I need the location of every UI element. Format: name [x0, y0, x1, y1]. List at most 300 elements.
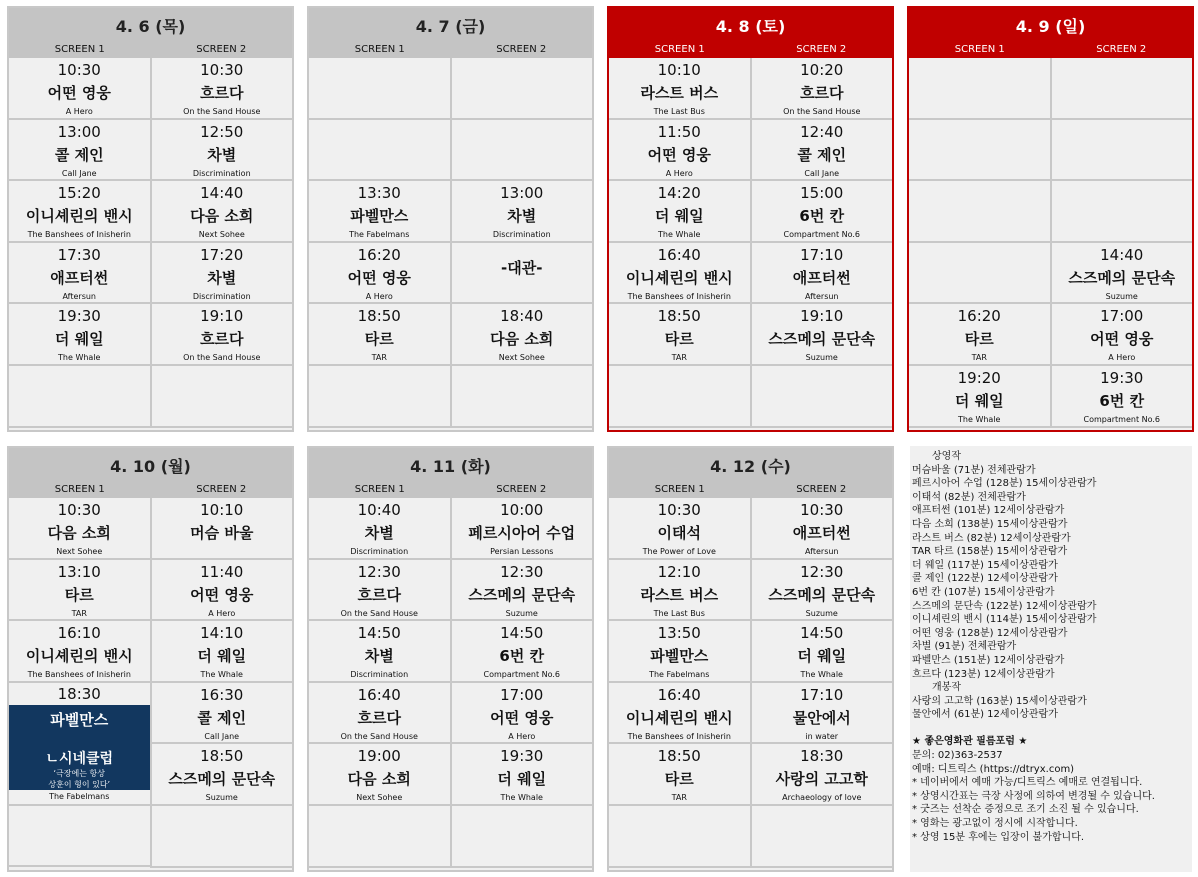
- showtime: 18:50: [657, 307, 701, 326]
- note-line: 문의: 02)363-2537: [912, 750, 1003, 762]
- showtime-cell: [752, 560, 893, 622]
- screen-headers: [9, 482, 292, 498]
- movie-title: 애프터썬: [792, 524, 851, 542]
- screen-label: SCREEN 2: [496, 44, 547, 55]
- screen-label: SCREEN 2: [796, 484, 847, 495]
- movie-title-en: The Fabelmans: [349, 230, 410, 240]
- movie-title: 스즈메의 문단속: [768, 330, 876, 349]
- showtime-cell: [152, 806, 293, 868]
- note-line: * 상영 15분 후에는 입장이 불가합니다.: [912, 831, 1085, 843]
- movie-title: 더 웨일: [54, 330, 104, 349]
- showtime: 17:20: [200, 245, 244, 264]
- showtime: 17:10: [800, 685, 844, 704]
- showtime-cell: [309, 304, 450, 366]
- movie-title-en: A Hero: [1108, 353, 1136, 363]
- showtime-cell: [152, 560, 293, 622]
- movie-title: 6번 칸: [499, 647, 545, 666]
- movie-title: 파벨만스: [50, 710, 109, 729]
- showtime-grid: [609, 58, 892, 428]
- showtime: 10:30: [57, 61, 101, 79]
- movie-title: 6번 칸: [799, 207, 845, 226]
- note-line: 어떤 영웅 (128분) 12세이상관람가: [912, 627, 1068, 639]
- screen-column: [309, 58, 450, 428]
- note-line: 페르시아어 수업 (128분) 15세이상관람가: [912, 478, 1097, 490]
- day-panel: [7, 446, 294, 872]
- screen-label: SCREEN 1: [954, 44, 1005, 55]
- screen-label: SCREEN 1: [54, 44, 105, 55]
- showtime: 12:30: [800, 562, 844, 581]
- showtime-cell: [609, 58, 750, 120]
- showtime: 12:50: [200, 122, 244, 141]
- movie-title: 어떤 영웅: [647, 145, 711, 164]
- showtime-cell: [752, 120, 893, 182]
- showtime-cell: [452, 366, 593, 428]
- screen-label: SCREEN 1: [54, 484, 105, 495]
- movie-title-en: Discrimination: [350, 547, 409, 556]
- movie-title: 흐르다: [357, 708, 401, 727]
- movie-title-en: A Hero: [65, 107, 93, 116]
- showtime: 10:10: [200, 501, 244, 519]
- movie-title-en: Aftersun: [804, 291, 839, 301]
- note-line: 예매: 디트릭스 (https://dtryx.com): [912, 763, 1075, 775]
- movie-title-en: The Last Bus: [653, 107, 705, 116]
- note-line: 이니셰린의 밴시 (114분) 15세이상관람가: [912, 614, 1097, 626]
- day-panel: [907, 6, 1194, 432]
- showtime-cell: [152, 120, 293, 182]
- showtime-cell: [909, 304, 1050, 366]
- movie-title: 다음 소희: [490, 330, 554, 349]
- showtime-cell: [1052, 366, 1193, 428]
- showtime-cell: [452, 806, 593, 868]
- movie-title: 다음 소희: [190, 207, 254, 226]
- showtime-cell: [9, 304, 150, 366]
- movie-title-en: On the Sand House: [340, 731, 418, 741]
- showtime-cell: [9, 58, 150, 120]
- movie-title: 콜 제인: [797, 145, 847, 164]
- screen-label: SCREEN 1: [654, 484, 705, 495]
- showtime: 13:50: [657, 624, 701, 643]
- movie-title: 이니셰린의 밴시: [625, 708, 733, 727]
- showtime-cell: [1052, 181, 1193, 243]
- movie-title: 이태석: [657, 524, 701, 542]
- showtime: 14:50: [500, 624, 544, 643]
- showtime-grid: [309, 498, 592, 868]
- movie-title-en: Next Sohee: [198, 230, 245, 240]
- movie-title: 스즈메의 문단속: [768, 585, 876, 604]
- showtime-cell: [609, 744, 750, 806]
- showtime: 12:30: [357, 562, 401, 581]
- day-date: 4. 8 (토): [609, 8, 892, 42]
- movie-title-en: A Hero: [208, 608, 236, 618]
- showtime-cell: [309, 366, 450, 428]
- day-panel: [607, 446, 894, 872]
- movie-title: 어떤 영웅: [347, 268, 411, 287]
- movie-title: 더 웨일: [197, 647, 247, 666]
- showtime-cell: [152, 744, 293, 806]
- note-line: 콜 제인 (122분) 12세이상관람가: [912, 573, 1058, 585]
- showtime-cell: [1052, 120, 1193, 182]
- movie-title-en: The Whale: [200, 670, 243, 680]
- showtime: 19:30: [57, 307, 101, 326]
- note-line: ★ 좋은영화관 필름포럼 ★: [912, 736, 1028, 748]
- movie-title: 어떤 영웅: [490, 708, 554, 727]
- showtime-cell: [752, 498, 893, 560]
- showtime: 18:50: [200, 747, 244, 766]
- showtime-cell: [909, 120, 1050, 182]
- showtime-cell: [152, 621, 293, 683]
- showtime: 10:30: [657, 501, 701, 519]
- showtime-cell: [909, 366, 1050, 428]
- event-name: ㄴ시네클럽: [45, 750, 114, 767]
- movie-title-en: The Banshees of Inisherin: [627, 291, 731, 301]
- screen-label: SCREEN 2: [1096, 44, 1147, 55]
- note-line: * 상영시간표는 극장 사정에 의하여 변경될 수 있습니다.: [912, 790, 1155, 802]
- showtime-cell: [752, 683, 893, 745]
- showtime: 19:00: [357, 747, 401, 766]
- movie-title-en: On the Sand House: [340, 608, 418, 618]
- showtime: 16:20: [357, 245, 401, 264]
- showtime-cell: [1052, 243, 1193, 305]
- note-line: 스즈메의 문단속 (122분) 12세이상관람가: [912, 600, 1097, 612]
- showtime-cell: [909, 243, 1050, 305]
- screen-column: [909, 58, 1050, 428]
- showtime-cell: [909, 58, 1050, 120]
- movie-title-en: Suzume: [805, 353, 838, 363]
- movie-title-en: The Banshees of Inisherin: [627, 731, 731, 741]
- showtime-cell: [452, 58, 593, 120]
- movie-title: 스즈메의 문단속: [168, 770, 276, 789]
- note-line: 애프터썬 (101분) 12세이상관람가: [912, 505, 1065, 517]
- showtime-cell: [309, 58, 450, 120]
- movie-title: 이니셰린의 밴시: [25, 647, 133, 666]
- showtime: 13:00: [57, 122, 101, 141]
- showtime: 17:00: [500, 685, 544, 704]
- day-date: 4. 7 (금): [309, 8, 592, 42]
- movie-title: 이니셰린의 밴시: [25, 207, 133, 226]
- showtime-cell: [609, 181, 750, 243]
- showtime-grid: [309, 58, 592, 428]
- day-panel: [307, 446, 594, 872]
- screen-label: SCREEN 1: [654, 44, 705, 55]
- note-line: 사랑의 고고학 (163분) 15세이상관람가: [912, 695, 1087, 707]
- movie-title-en: Archaeology of love: [782, 793, 862, 803]
- event-subtitle: ‘극장에는 항상: [53, 768, 105, 778]
- screen-label: SCREEN 2: [496, 484, 547, 495]
- screen-column: [750, 498, 893, 868]
- showtime: 17:30: [57, 245, 101, 264]
- movie-title: 라스트 버스: [640, 84, 719, 102]
- showtime: 18:50: [657, 747, 701, 766]
- showtime: 16:30: [200, 685, 244, 704]
- screen-label: SCREEN 1: [354, 44, 405, 55]
- movie-title: 스즈메의 문단속: [468, 585, 576, 604]
- movie-title-en: Discrimination: [192, 168, 251, 178]
- showtime: 18:40: [500, 307, 544, 326]
- note-line: [912, 722, 1190, 736]
- showtime-cell: [609, 498, 750, 560]
- note-line: 상영작: [932, 451, 961, 462]
- showtime: 19:30: [1100, 368, 1144, 387]
- showtime: 14:10: [200, 624, 244, 643]
- movie-title-en: On the Sand House: [183, 353, 261, 363]
- showtime: 18:50: [357, 307, 401, 326]
- showtime: 14:20: [657, 184, 701, 203]
- showtime: 19:30: [500, 747, 544, 766]
- showtime-cell: [609, 806, 750, 868]
- showtime: 12:40: [800, 122, 844, 141]
- note-line: 물안에서 (61분) 12세이상관람가: [912, 709, 1058, 721]
- movie-title: 차별: [207, 268, 237, 287]
- movie-title: 타르: [64, 585, 94, 604]
- day-date: 4. 9 (일): [909, 8, 1192, 42]
- movie-title-en: in water: [805, 731, 839, 741]
- movie-title-en: Next Sohee: [356, 793, 403, 803]
- movie-title: 더 웨일: [954, 391, 1004, 410]
- movie-title-en: TAR: [371, 353, 387, 363]
- showtime: 14:40: [1100, 245, 1144, 264]
- day-panel: [7, 6, 294, 432]
- screen-headers: [909, 42, 1192, 58]
- movie-title: 파벨만스: [650, 647, 709, 666]
- showtime-cell: [752, 181, 893, 243]
- movie-title: 애프터썬: [792, 268, 851, 287]
- showtime: 10:20: [800, 61, 844, 79]
- movie-title: 어떤 영웅: [190, 585, 254, 604]
- screen-headers: [609, 482, 892, 498]
- showtime-cell: [452, 744, 593, 806]
- cinema-club-event: [9, 683, 150, 806]
- showtime: 10:40: [357, 501, 401, 519]
- note-line: 차별 (91분) 전체관람가: [912, 641, 1017, 653]
- movie-title-en: The Banshees of Inisherin: [27, 670, 131, 680]
- movie-title-en: A Hero: [508, 731, 536, 741]
- showtime-cell: [452, 683, 593, 745]
- movie-title-en: Persian Lessons: [490, 547, 554, 556]
- showtime: 18:30: [9, 683, 150, 705]
- showtime-cell: [909, 181, 1050, 243]
- showtime-cell: [152, 243, 293, 305]
- movie-title: 흐르다: [357, 585, 401, 604]
- showtime: 16:40: [357, 685, 401, 704]
- movie-title: 사랑의 고고학: [775, 770, 868, 789]
- movie-title-en: TAR: [671, 353, 687, 363]
- movie-title: 차별: [364, 524, 394, 542]
- note-line: 라스트 버스 (82분) 12세이상관람가: [912, 532, 1071, 544]
- special-label: -대관-: [501, 258, 543, 277]
- event-subtitle: 상훈이 형이 있다’: [48, 779, 111, 789]
- movie-title: 페르시아어 수업: [468, 524, 576, 542]
- screen-headers: [309, 482, 592, 498]
- showtime-cell: [752, 744, 893, 806]
- note-line: 더 웨일 (117분) 15세이상관람가: [912, 559, 1058, 571]
- showtime-cell: [9, 498, 150, 560]
- showtime-cell: [152, 683, 293, 745]
- movie-title: 스즈메의 문단속: [1068, 268, 1176, 287]
- note-line: 흐르다 (123분) 12세이상관람가: [912, 668, 1055, 680]
- movie-title-en: Aftersun: [62, 291, 97, 301]
- note-line: 개봉작: [932, 682, 961, 694]
- showtime-cell: [752, 621, 893, 683]
- movie-title-en: Suzume: [805, 608, 838, 618]
- movie-title-en: The Last Bus: [653, 608, 705, 618]
- showtime-cell: [752, 58, 893, 120]
- movie-title-en: Next Sohee: [498, 353, 545, 363]
- showtime-cell: [609, 304, 750, 366]
- movie-title: 더 웨일: [797, 647, 847, 666]
- screen-column: [150, 58, 293, 428]
- showtime-cell: [1052, 304, 1193, 366]
- screen-label: SCREEN 1: [354, 484, 405, 495]
- showtime-cell: [752, 366, 893, 428]
- showtime-cell: [752, 304, 893, 366]
- showtime-cell: [9, 806, 150, 868]
- note-line: 머슴바울 (71분) 전체관람가: [912, 464, 1036, 476]
- screen-column: [609, 58, 750, 428]
- movie-title-en: A Hero: [665, 168, 693, 178]
- screen-column: [609, 498, 750, 868]
- movie-title: 흐르다: [200, 84, 244, 102]
- note-line: 파벨만스 (151분) 12세이상관람가: [912, 654, 1065, 666]
- note-line: 다음 소희 (138분) 15세이상관람가: [912, 518, 1068, 530]
- movie-title-en: Discrimination: [492, 230, 551, 240]
- showtime-cell: [309, 744, 450, 806]
- showtime: 11:40: [200, 562, 244, 581]
- showtime: 13:00: [500, 184, 544, 203]
- screen-headers: [9, 42, 292, 58]
- showtime: 17:10: [800, 245, 844, 264]
- screen-column: [450, 498, 593, 868]
- day-panel: [307, 6, 594, 432]
- note-line: * 굿즈는 선착순 증정으로 조기 소진 될 수 있습니다.: [912, 804, 1139, 816]
- showtime-cell: [609, 683, 750, 745]
- showtime: 18:30: [800, 747, 844, 766]
- movie-title: 더 웨일: [654, 207, 704, 226]
- movie-title-en: Call Jane: [61, 168, 97, 178]
- showtime-cell: [452, 120, 593, 182]
- movie-title-en: Compartment No.6: [483, 670, 560, 680]
- showtime-cell: [9, 560, 150, 622]
- movie-title: 흐르다: [200, 330, 244, 349]
- showtime-grid: [9, 58, 292, 428]
- showtime-grid: [909, 58, 1192, 428]
- showtime-cell: [452, 560, 593, 622]
- note-line: * 네이버에서 예매 가능/디트릭스 예매로 연결됩니다.: [912, 777, 1143, 789]
- showtime: 19:10: [800, 307, 844, 326]
- movie-title-en: TAR: [71, 608, 87, 618]
- movie-title: 더 웨일: [497, 770, 547, 789]
- movie-title-en: Suzume: [205, 793, 238, 803]
- showtime-cell: [152, 366, 293, 428]
- showtime-cell: [309, 120, 450, 182]
- showtime: 10:30: [57, 501, 101, 519]
- day-date: 4. 12 (수): [609, 448, 892, 482]
- showtime-cell: [309, 498, 450, 560]
- showtime-cell: [9, 366, 150, 428]
- showtime-cell: [752, 243, 893, 305]
- day-date: 4. 10 (월): [9, 448, 292, 482]
- movie-title: 다음 소희: [347, 770, 411, 789]
- showtime-cell: [309, 683, 450, 745]
- screen-column: [9, 498, 150, 868]
- screen-label: SCREEN 2: [796, 44, 847, 55]
- showtime: 14:50: [357, 624, 401, 643]
- movie-title-en: Aftersun: [804, 547, 839, 556]
- movie-title: 흐르다: [800, 84, 844, 102]
- movie-title: 차별: [507, 207, 537, 226]
- movie-title: 애프터썬: [50, 268, 109, 287]
- showtime: 14:50: [800, 624, 844, 643]
- screen-column: [9, 58, 150, 428]
- movie-title: 콜 제인: [54, 145, 104, 164]
- showtime-cell: [309, 806, 450, 868]
- movie-title: 6번 칸: [1099, 391, 1145, 410]
- screen-label: SCREEN 2: [196, 44, 247, 55]
- showtime-cell: [452, 243, 593, 305]
- movie-title: 어떤 영웅: [47, 84, 111, 102]
- showtime-cell: [452, 181, 593, 243]
- screen-column: [750, 58, 893, 428]
- movie-title-en: The Whale: [658, 230, 701, 240]
- movie-title: 타르: [664, 770, 694, 789]
- showtime-cell: [152, 181, 293, 243]
- movie-title: 라스트 버스: [640, 585, 719, 604]
- movie-title: 콜 제인: [197, 708, 247, 727]
- day-date: 4. 6 (목): [9, 8, 292, 42]
- showtime: 10:30: [200, 61, 244, 79]
- showtime-cell: [609, 621, 750, 683]
- showtime: 11:50: [657, 122, 701, 141]
- movie-title-en: The Whale: [958, 414, 1001, 424]
- showtime-cell: [452, 498, 593, 560]
- showtime: 19:20: [957, 368, 1001, 387]
- movie-title-en: Compartment No.6: [783, 230, 860, 240]
- showtime: 16:40: [657, 685, 701, 704]
- screen-column: [450, 58, 593, 428]
- showtime-cell: [752, 806, 893, 868]
- showtime-cell: [9, 621, 150, 683]
- showtime: 13:30: [357, 184, 401, 203]
- showtime-cell: [152, 304, 293, 366]
- note-line: * 영화는 광고없이 정시에 시작합니다.: [912, 818, 1078, 830]
- movie-title: 이니셰린의 밴시: [625, 268, 733, 287]
- note-line: 6번 칸 (107분) 15세이상관람가: [912, 586, 1055, 598]
- movie-title-en: TAR: [671, 793, 687, 803]
- movie-title-en: On the Sand House: [183, 107, 261, 116]
- showtime-cell: [609, 560, 750, 622]
- movie-title: 물안에서: [792, 708, 851, 727]
- showtime-cell: [309, 181, 450, 243]
- movie-title-en: Compartment No.6: [1083, 414, 1160, 424]
- movie-title-en: The Whale: [500, 793, 543, 803]
- movie-title-en: The Whale: [800, 670, 843, 680]
- movie-title: 파벨만스: [350, 207, 409, 226]
- showtime-cell: [609, 243, 750, 305]
- showtime-cell: [609, 120, 750, 182]
- showtime-cell: [9, 120, 150, 182]
- showtime-grid: [609, 498, 892, 868]
- movie-title-en: Discrimination: [192, 291, 251, 301]
- showtime: 15:20: [57, 184, 101, 203]
- showtime-cell: [452, 621, 593, 683]
- showtime-cell: [309, 243, 450, 305]
- movie-title-en: A Hero: [365, 291, 393, 301]
- movie-title-en: Call Jane: [804, 168, 840, 178]
- showtime: 10:10: [657, 61, 701, 79]
- movie-title-en: Next Sohee: [56, 547, 103, 556]
- screen-headers: [309, 42, 592, 58]
- showtime: 12:30: [500, 562, 544, 581]
- showtime: 12:10: [657, 562, 701, 581]
